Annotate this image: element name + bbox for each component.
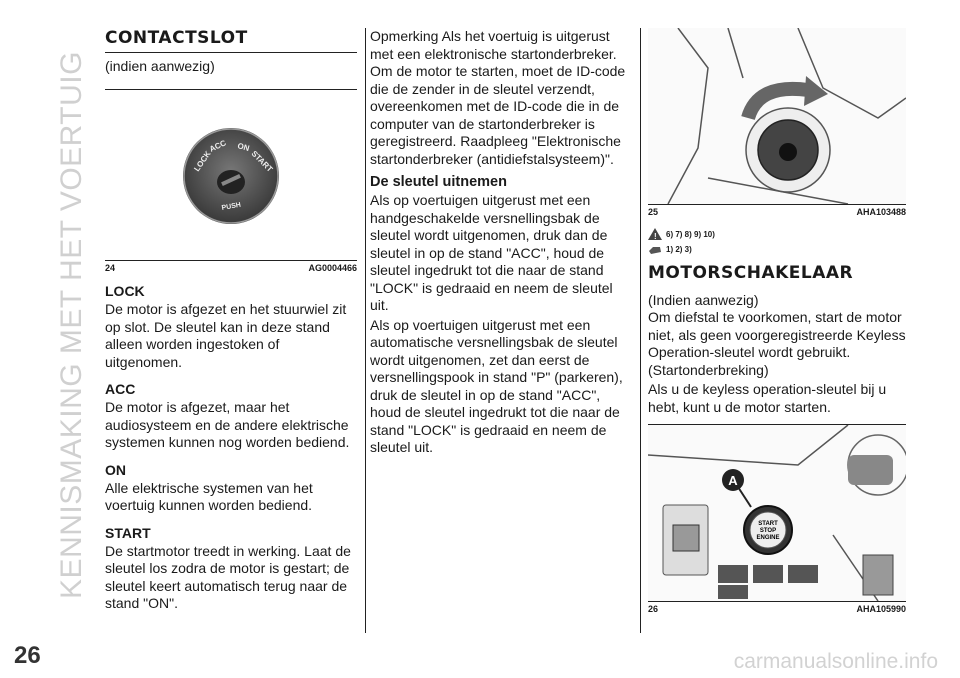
heading-start: START bbox=[105, 524, 151, 541]
text-on: Alle elektrische systemen van het voertuig kunnen worden bediend. bbox=[105, 479, 313, 513]
text-keyless-start: Als u de keyless operation-sleutel bij u hebt, kunt u de motor starten. bbox=[648, 381, 887, 415]
ignition-cylinder-illustration bbox=[105, 90, 357, 260]
figure-code: AHA105990 bbox=[856, 604, 906, 614]
dashboard-illustration bbox=[648, 425, 906, 601]
watermark: carmanualsonline.info bbox=[733, 650, 938, 673]
figure-caption bbox=[105, 261, 357, 273]
heading-on: ON bbox=[105, 461, 126, 478]
immobilizer-note: Opmerking Als het voertuig is uitgerust met een elektronische startonderbreker. Om de motor te starten, moet de ID-code die de zender in de sleutel verzendt, overeenkomen met de ID-code die in de computer van de startonderbreker is geregistreerd. Raadpleeg "Elektronische startonderbreker (antidiefstalsysteem)". bbox=[370, 28, 626, 167]
text-immobilizer: Om diefstal te voorkomen, start de motor niet, als geen voorgeregistreerde Keyless Operation-sleutel wordt gebruikt. (Startonderbreking) bbox=[648, 309, 906, 378]
svg-text:LOCK: LOCK bbox=[192, 149, 213, 174]
text-automatic-transmission: Als op voertuigen uitgerust met een automatische versnellingsbak de sleutel wordt uitgenomen, zet dan eerst de versnellingspook in stand "P" (parkeren), druk de sleutel in op de stand "ACC", houd de sleutel ingedrukt tot die naar de stand "LOCK" is gedraaid en neem de sleutel uit. bbox=[370, 316, 623, 455]
steering-column-illustration bbox=[648, 28, 906, 204]
column-key-removal bbox=[370, 28, 628, 459]
warning-ref-numbers: 6) 7) 8) 9) 10) bbox=[666, 229, 715, 239]
figure-number: 24 bbox=[105, 263, 116, 273]
section-title-contactslot: CONTACTSLOT bbox=[105, 28, 357, 53]
figure-start-stop-button bbox=[648, 424, 906, 602]
text-lock: De motor is afgezet en het stuurwiel zit op slot. De sleutel kan in deze stand alleen worden ingestoken of uitgenomen. bbox=[105, 301, 347, 370]
figure-code: AHA103488 bbox=[856, 207, 906, 217]
figure-number: 26 bbox=[648, 604, 659, 614]
svg-text:A: A bbox=[728, 473, 738, 488]
figure-ignition-column bbox=[648, 28, 906, 205]
position-descriptions bbox=[105, 283, 357, 613]
hand-note-icon bbox=[648, 243, 662, 255]
section-subtitle: (Indien aanwezig) bbox=[648, 292, 759, 308]
text-start: De startmotor treedt in werking. Laat de sleutel los zodra de motor is gestart; de sleutel keert automatisch terug naar de stand "ON". bbox=[105, 542, 351, 611]
heading-acc: ACC bbox=[105, 381, 136, 397]
svg-text:START: START bbox=[758, 521, 778, 527]
figure-number: 25 bbox=[648, 207, 659, 217]
svg-text:ENGINE: ENGINE bbox=[756, 535, 780, 541]
page-number: 26 bbox=[14, 642, 41, 669]
heading-lock: LOCK bbox=[105, 283, 145, 299]
svg-text:ON: ON bbox=[236, 141, 251, 154]
note-ref-numbers: 1) 2) 3) bbox=[666, 244, 692, 254]
heading-remove-key: De sleutel uitnemen bbox=[370, 174, 507, 190]
figure-code: AG0004466 bbox=[308, 263, 357, 273]
column-ignition-switch bbox=[105, 28, 357, 615]
sidebar-section-title bbox=[52, 30, 92, 620]
column-engine-switch bbox=[648, 28, 906, 614]
figure-caption bbox=[648, 205, 906, 217]
text-manual-transmission: Als op voertuigen uitgerust met een handgeschakelde versnellingsbak de sleutel wordt uitgenomen, druk dan de sleutel in op de stand "ACC", houd de sleutel ingedrukt tot die naar de stand "LOCK" is gedraaid en neem de sleutel uit. bbox=[370, 192, 613, 313]
svg-text:STOP: STOP bbox=[759, 528, 777, 534]
sidebar-title-text: KENNISMAKING MET HET VOERTUIG bbox=[55, 51, 88, 599]
svg-text:ACC: ACC bbox=[208, 138, 228, 154]
warning-triangle-icon bbox=[648, 228, 662, 240]
note-references bbox=[648, 243, 906, 255]
svg-text:!: ! bbox=[654, 232, 657, 240]
column-divider bbox=[640, 28, 641, 633]
section-title-motorschakelaar: MOTORSCHAKELAAR bbox=[648, 263, 854, 283]
svg-text:PUSH: PUSH bbox=[221, 201, 242, 212]
figure-caption bbox=[648, 602, 906, 614]
section-subtitle: (indien aanwezig) bbox=[105, 58, 215, 74]
svg-text:START: START bbox=[249, 149, 275, 174]
column-divider bbox=[365, 28, 366, 633]
warning-references bbox=[648, 228, 906, 240]
text-acc: De motor is afgezet, maar het audiosysteem en de andere elektrische systemen kunnen nog worden bediend. bbox=[105, 399, 350, 450]
figure-ignition-key-cylinder bbox=[105, 89, 357, 261]
